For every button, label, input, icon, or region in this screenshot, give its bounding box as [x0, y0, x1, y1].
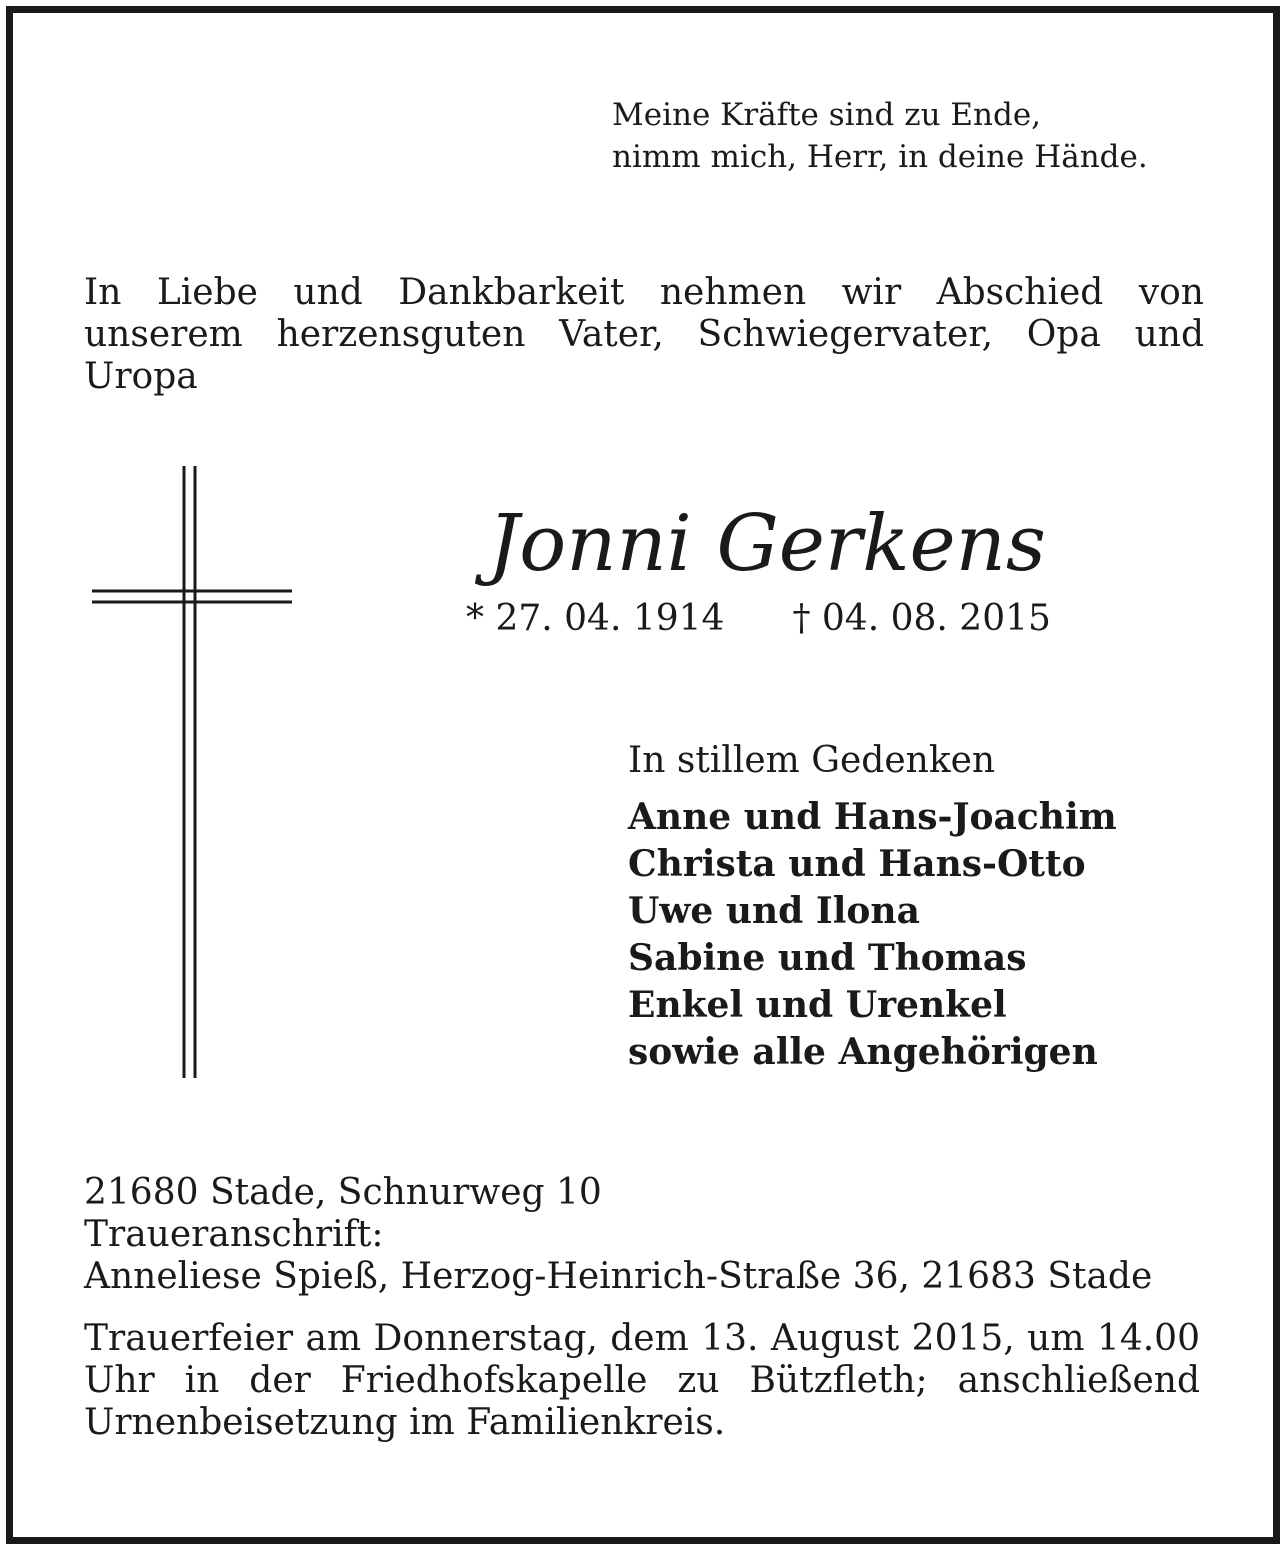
- address-block: [84, 1172, 1152, 1298]
- mourner-item: sowie alle Angehörigen: [628, 1031, 1098, 1073]
- memory-intro: In stillem Gedenken: [628, 740, 996, 781]
- mourner-item: Enkel und Urenkel: [628, 984, 1007, 1026]
- family-address: 21680 Stade, Schnurweg 10: [84, 1172, 602, 1213]
- motto-line-1: Meine Kräfte sind zu Ende,: [612, 97, 1042, 133]
- death-date: † 04. 08. 2015: [792, 598, 1051, 639]
- cross-icon: [92, 466, 294, 1080]
- motto-line-2: nimm mich, Herr, in deine Hände.: [612, 139, 1148, 175]
- ceremony-text: Trauerfeier am Donnerstag, dem 13. August 2015, um 14.00 Uhr in der Friedhofskapelle zu Bützfleth; anschließend Urnenbeisetzung im Familienkreis.: [84, 1318, 1200, 1443]
- deceased-name: Jonni Gerkens: [488, 499, 1046, 589]
- intro-text: In Liebe und Dankbarkeit nehmen wir Abschied von unserem herzensguten Vater, Schwiegervater, Opa und Uropa: [84, 272, 1204, 397]
- mourner-item: Uwe und Ilona: [628, 890, 920, 932]
- mourner-item: Anne und Hans-Joachim: [628, 796, 1117, 838]
- life-dates: [466, 596, 1051, 642]
- mourning-address-label: Traueranschrift:: [84, 1214, 384, 1255]
- mourner-item: Sabine und Thomas: [628, 937, 1027, 979]
- mourners-list: [628, 794, 1117, 1076]
- motto-verse: [612, 94, 1148, 178]
- birth-date: * 27. 04. 1914: [466, 598, 725, 639]
- mourner-item: Christa und Hans-Otto: [628, 843, 1086, 885]
- mourning-address: Anneliese Spieß, Herzog-Heinrich-Straße 36, 21683 Stade: [84, 1256, 1153, 1297]
